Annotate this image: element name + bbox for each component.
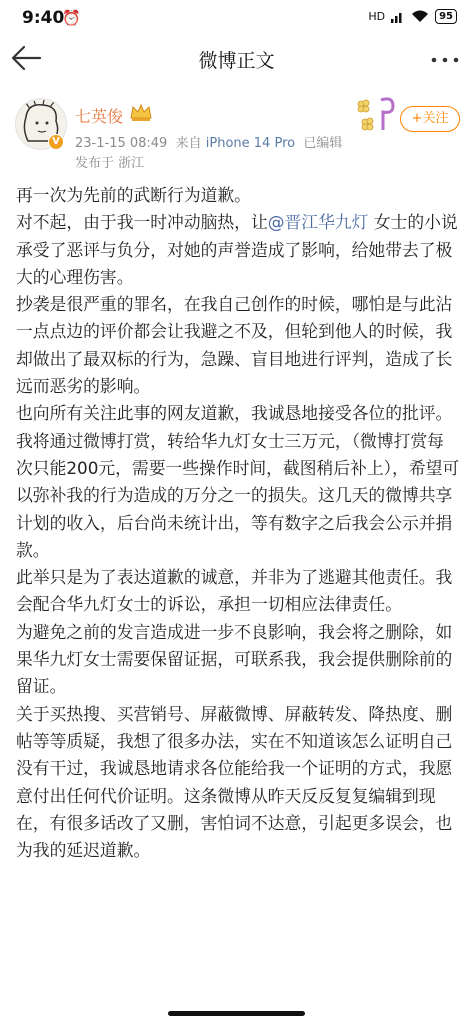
- post-meta: [75, 132, 342, 151]
- mention-link[interactable]: @晋江华九灯: [267, 212, 369, 233]
- home-indicator[interactable]: [168, 1011, 305, 1016]
- content-paragraph: 此举只是为了表达道歉的诚意，并非为了逃避其他责任。我会配合华九灯女士的诉讼，承担一切相应法律责任。: [16, 567, 453, 615]
- post-content: [16, 182, 460, 864]
- edited-label[interactable]: 已编辑: [303, 136, 343, 151]
- content-text: 对不起，由于我一时冲动脑热，让: [16, 212, 268, 233]
- content-paragraph: 也向所有关注此事的网友道歉，我诚恳地接受各位的批评。: [16, 403, 453, 424]
- post-date: 23-1-15 08:49: [75, 136, 168, 151]
- post-device[interactable]: iPhone 14 Pro: [205, 136, 296, 151]
- content-paragraph: 再一次为先前的武断行为道歉。: [16, 185, 251, 205]
- content-paragraph: 为避免之前的发言造成进一步不良影响，我会将之删除，如果华九灯女士需要保留证据，可联系我，我会提供删除前的留证。: [16, 621, 453, 697]
- battery-icon: 95: [435, 9, 457, 24]
- nav-bar: [0, 36, 473, 82]
- wifi-icon: [411, 10, 429, 23]
- more-icon[interactable]: [427, 46, 463, 74]
- content-paragraph: 抄袭是很严重的罪名，在我自己创作的时候，哪怕是与此沾一点点边的评价都会让我避之不及，但轮到他人的时候，我却做出了最双标的行为，急躁、盲目地进行评判，造成了长远而恶劣的影响。: [16, 294, 453, 397]
- username[interactable]: 七英俊: [75, 107, 124, 126]
- source-label: 来自: [175, 136, 202, 151]
- post-location: 发布于 浙江: [75, 156, 145, 171]
- post-header: [0, 92, 473, 172]
- verified-badge-icon: V: [48, 134, 64, 150]
- content-text: 女士的小说承受了恶评与负分，对她的声誉造成了影响，给她带去了极大的心理伤害。: [16, 212, 458, 287]
- status-bar: [0, 0, 473, 36]
- status-time: 9:40: [22, 8, 65, 28]
- signal-hd-label: HD: [368, 10, 386, 23]
- content-paragraph: 我将通过微博打赏，转给华九灯女士三万元，（微博打赏每次只能200元，需要一些操作时间，截图稍后补上），希望可以弥补我的行为造成的万分之一的损失。这几天的微博共享计划的收入，后台尚未统计出，等有数字之后我会公示并捐款。: [16, 430, 460, 560]
- content-paragraph: 关于买热搜、买营销号、屏蔽微博、屏蔽转发、降热度、删帖等等质疑，我想了很多办法，实在不知道该怎么证明自己没有干过，我诚恳地请求各位能给我一个证明的方式，我愿意付出任何代价证明。这条微博从昨天反反复复编辑到现在，有很多话改了又删，害怕词不达意，引起更多误会，也为我的延迟道歉。: [16, 703, 453, 861]
- signal-icon: [391, 11, 405, 23]
- status-icons: [368, 9, 457, 24]
- content-paragraph: [16, 209, 460, 291]
- alarm-icon: ⏰: [62, 9, 81, 27]
- crown-icon: [129, 102, 153, 122]
- page-title: 微博正文: [198, 50, 275, 72]
- follow-button[interactable]: +关注: [400, 106, 460, 132]
